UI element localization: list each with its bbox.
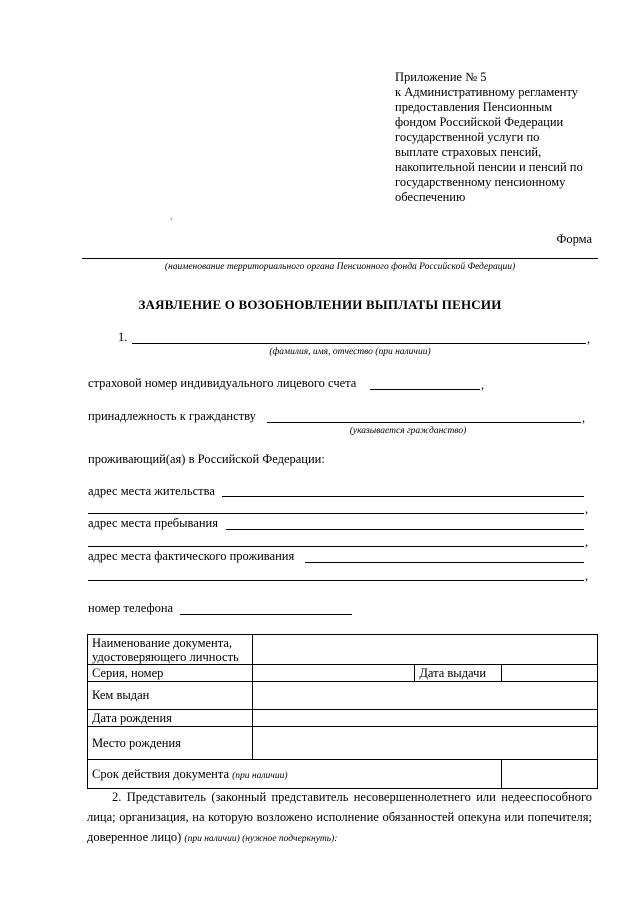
validity-field[interactable]	[502, 760, 598, 789]
residence-address-line-2[interactable]	[88, 513, 584, 514]
appendix-line: предоставления Пенсионным	[395, 100, 553, 114]
appendix-line: накопительной пенсии и пенсий по	[395, 160, 583, 174]
appendix-line: обеспечению	[395, 190, 466, 204]
section2-paragraph	[87, 787, 592, 849]
form-label: Форма	[556, 232, 592, 246]
organ-name-line[interactable]	[82, 258, 598, 259]
stray-mark: ˎ	[170, 210, 173, 220]
doc-name-label: Наименование документа, удостоверяющего личность	[88, 635, 253, 665]
residence-address-label: адрес места жительства	[88, 484, 215, 498]
birth-place-field[interactable]	[252, 727, 597, 760]
stay-address-line-1[interactable]	[226, 529, 584, 530]
birth-date-field[interactable]	[252, 710, 597, 727]
actual-address-label: адрес места фактического проживания	[88, 549, 295, 563]
snils-label: страховой номер индивидуального лицевого счета	[88, 376, 357, 390]
comma: ,	[481, 378, 485, 392]
series-label: Серия, номер	[88, 665, 253, 682]
appendix-line: Приложение № 5	[395, 70, 487, 84]
validity-label: Срок действия документа (при наличии)	[88, 760, 502, 789]
comma: ,	[585, 535, 589, 549]
id-document-table	[87, 634, 598, 789]
appendix-line: государственной услуги по	[395, 130, 540, 144]
actual-address-line-2[interactable]	[88, 580, 584, 581]
fio-field-line[interactable]	[132, 343, 586, 344]
organ-caption: (наименование территориального органа Пенсионного фонда Российской Федерации)	[164, 262, 516, 272]
series-field[interactable]	[252, 665, 415, 682]
citizenship-label: принадлежность к гражданству	[88, 409, 256, 423]
citizenship-caption: (указывается гражданство)	[349, 426, 467, 436]
phone-label: номер телефона	[88, 601, 174, 615]
issued-by-field[interactable]	[252, 682, 597, 710]
birth-date-label: Дата рождения	[88, 710, 253, 727]
comma: ,	[582, 411, 586, 425]
section2-number: 2.	[112, 790, 122, 804]
appendix-line: фондом Российской Федерации	[395, 115, 564, 129]
appendix-line: к Административному регламенту	[395, 85, 579, 99]
citizenship-field-line[interactable]	[267, 422, 581, 423]
appendix-line: выплате страховых пенсий,	[395, 145, 542, 159]
phone-field-line[interactable]	[180, 614, 352, 615]
doc-name-field[interactable]	[252, 635, 597, 665]
snils-field-line[interactable]	[370, 389, 480, 390]
section1-number: 1.	[118, 330, 128, 344]
birth-place-label: Место рождения	[88, 727, 253, 760]
residence-address-line-1[interactable]	[222, 496, 584, 497]
comma: ,	[585, 502, 589, 516]
comma: ,	[587, 332, 591, 346]
comma: ,	[585, 569, 589, 583]
validity-note: (при наличии)	[232, 770, 288, 781]
appendix-block	[395, 70, 615, 205]
fio-caption: (фамилия, имя, отчество (при наличии)	[269, 347, 431, 357]
page-title: ЗАЯВЛЕНИЕ О ВОЗОБНОВЛЕНИИ ВЫПЛАТЫ ПЕНСИИ	[138, 297, 502, 312]
section2-note: (при наличии) (нужное подчеркнуть):	[184, 834, 338, 844]
stay-address-label: адрес места пребывания	[88, 516, 218, 530]
section2-text: Представитель (законный представитель несовершеннолетнего или недееспособного лица; организация, на которую возложено исполнение обязанностей опекуна или попечителя; доверенное лицо)	[87, 790, 593, 844]
issue-date-field[interactable]	[502, 665, 598, 682]
stay-address-line-2[interactable]	[88, 546, 584, 547]
actual-address-line-1[interactable]	[305, 562, 584, 563]
residing-label: проживающий(ая) в Российской Федерации:	[88, 452, 325, 466]
issued-by-label: Кем выдан	[88, 682, 253, 710]
appendix-line: государственному пенсионному	[395, 175, 566, 189]
issue-date-label: Дата выдачи	[415, 665, 502, 682]
